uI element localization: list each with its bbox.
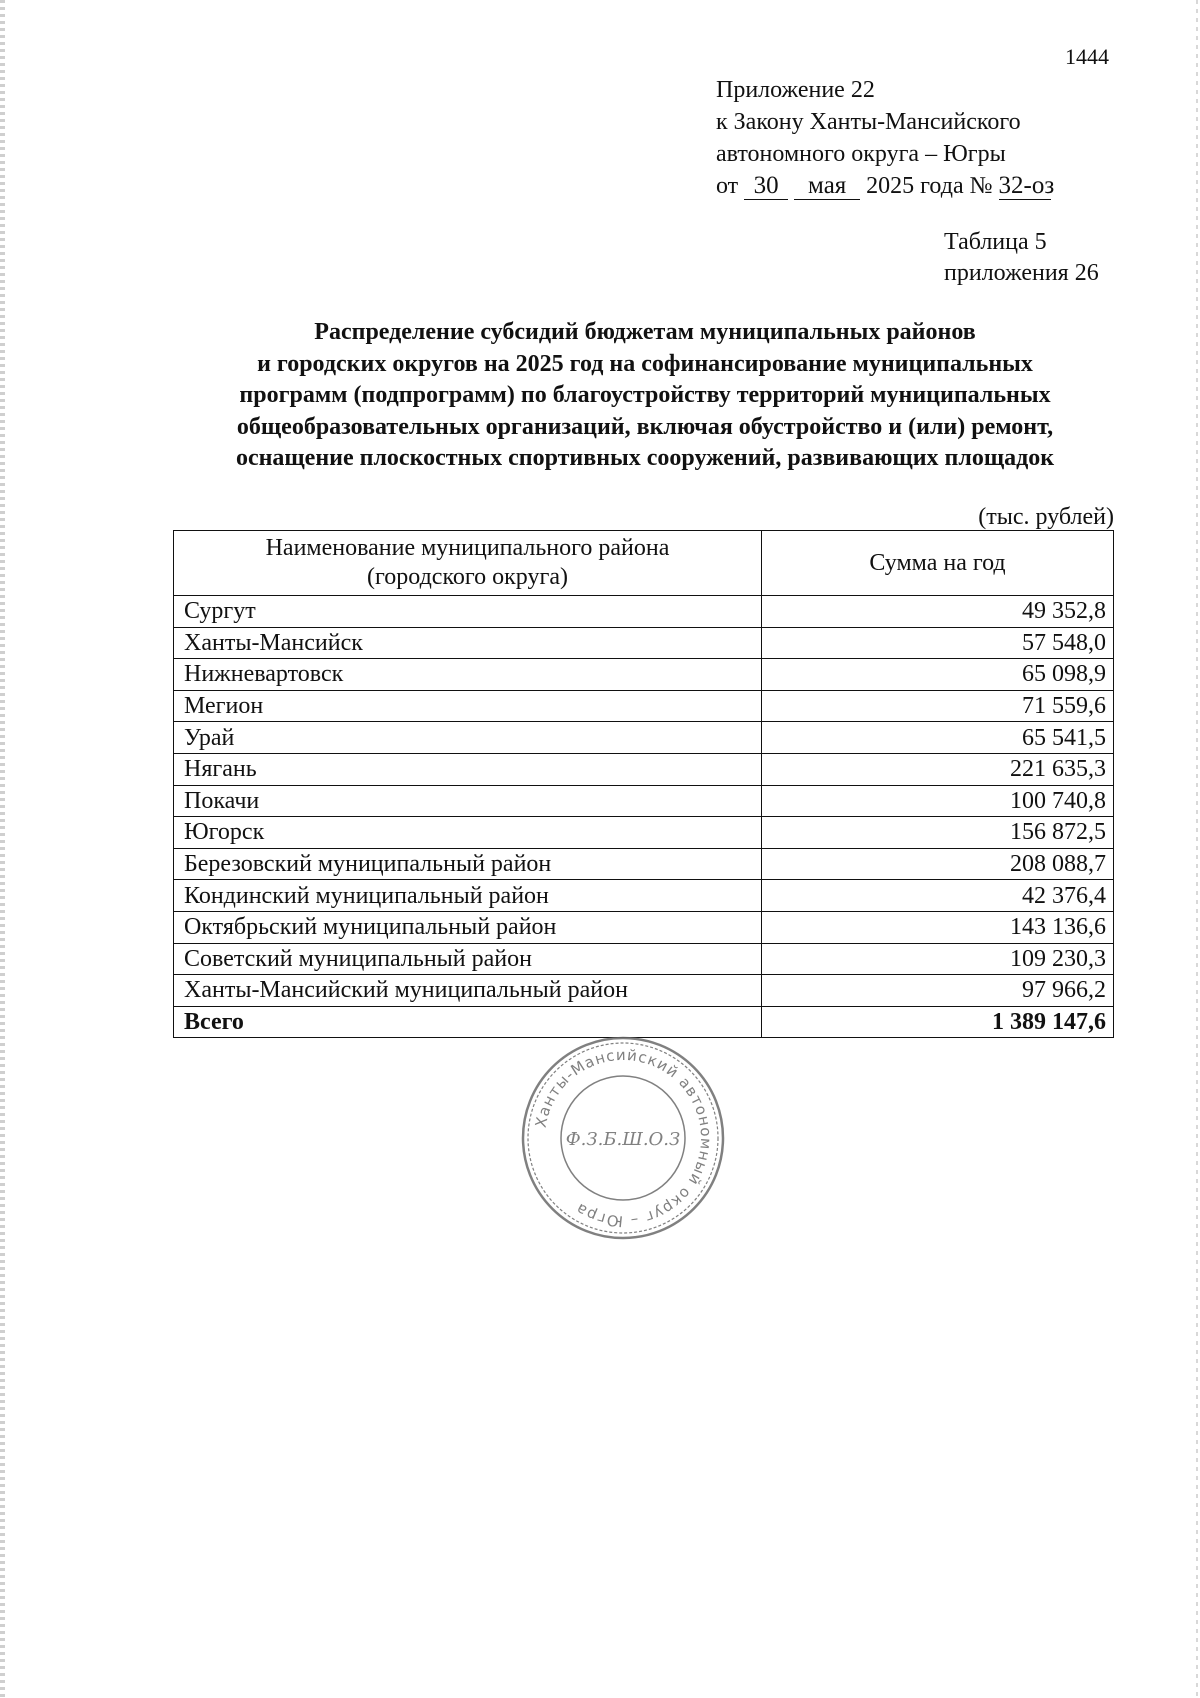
- date-month: мая: [794, 173, 860, 200]
- date-day: 30: [744, 173, 788, 200]
- header-name-line-2: (городского округа): [367, 564, 568, 590]
- header-name-line-1: Наименование муниципального района: [265, 535, 670, 561]
- row-name: Покачи: [174, 785, 762, 817]
- page-number: 1444: [1065, 44, 1109, 69]
- row-name: Советский муниципальный район: [174, 943, 762, 975]
- title-line-4: общеобразовательных организаций, включая обустройство и (или) ремонт,: [236, 413, 1054, 440]
- law-number: 32-оз: [998, 172, 1055, 199]
- table-reference: [944, 227, 1099, 289]
- appendix-line-2: к Закону Ханты-Мансийского: [716, 109, 1021, 135]
- row-name: Октябрьский муниципальный район: [174, 911, 762, 943]
- row-name: Мегион: [174, 690, 762, 722]
- table-row: [174, 911, 1114, 943]
- row-sum: 97 966,2: [762, 975, 1114, 1007]
- row-name: Урай: [174, 722, 762, 754]
- table-row: [174, 848, 1114, 880]
- row-sum: 57 548,0: [762, 627, 1114, 659]
- row-name: Сургут: [174, 596, 762, 628]
- row-sum: 100 740,8: [762, 785, 1114, 817]
- row-sum: 156 872,5: [762, 817, 1114, 849]
- row-sum: 109 230,3: [762, 943, 1114, 975]
- row-sum: 143 136,6: [762, 911, 1114, 943]
- row-name: Нижневартовск: [174, 659, 762, 691]
- table-row: [174, 596, 1114, 628]
- unit-label: (тыс. рублей): [978, 504, 1114, 530]
- table-row: [174, 753, 1114, 785]
- table-header-row: [174, 531, 1114, 596]
- scan-edge-right: [1196, 0, 1198, 1698]
- table-row: [174, 975, 1114, 1007]
- subsidy-table: [173, 530, 1114, 1038]
- table-row: [174, 627, 1114, 659]
- header-sum: Сумма на год: [762, 531, 1114, 596]
- row-name: Ханты-Мансийский муниципальный район: [174, 975, 762, 1007]
- title-line-5: оснащение плоскостных спортивных сооружений, развивающих площадок: [235, 445, 1055, 471]
- seal-center-text: Ф.З.Б.Ш.О.З: [565, 1129, 681, 1150]
- table-row: [174, 659, 1114, 691]
- table-row: [174, 943, 1114, 975]
- appendix-date-line: [716, 170, 1055, 202]
- table-row: [174, 880, 1114, 912]
- appendix-line-1: Приложение 22: [716, 77, 875, 103]
- total-label: Всего: [174, 1006, 762, 1038]
- appendix-header: [716, 74, 1055, 202]
- title-line-2: и городских округов на 2025 год на софинансирование муниципальных: [257, 350, 1033, 377]
- table-row: [174, 785, 1114, 817]
- row-name: Югорск: [174, 817, 762, 849]
- table-row: [174, 817, 1114, 849]
- table-ref-line-2: приложения 26: [944, 260, 1099, 286]
- row-sum: 42 376,4: [762, 880, 1114, 912]
- appendix-line-3: автономного округа – Югры: [716, 141, 1006, 167]
- row-sum: 65 541,5: [762, 722, 1114, 754]
- date-year: 2025 года №: [866, 173, 993, 199]
- row-sum: 71 559,6: [762, 690, 1114, 722]
- official-seal-stamp: [518, 1033, 728, 1243]
- table-ref-line-1: Таблица 5: [944, 229, 1047, 255]
- row-name: Ханты-Мансийск: [174, 627, 762, 659]
- table-row: [174, 722, 1114, 754]
- row-name: Кондинский муниципальный район: [174, 880, 762, 912]
- table-row: [174, 690, 1114, 722]
- total-sum: 1 389 147,6: [762, 1006, 1114, 1038]
- header-name: [174, 531, 762, 596]
- row-sum: 49 352,8: [762, 596, 1114, 628]
- row-name: Нягань: [174, 753, 762, 785]
- row-sum: 208 088,7: [762, 848, 1114, 880]
- title-line-1: Распределение субсидий бюджетам муниципальных районов: [314, 319, 976, 345]
- title-line-3: программ (подпрограмм) по благоустройству территорий муниципальных: [239, 382, 1051, 408]
- scan-edge-left: [0, 0, 5, 1698]
- row-sum: 221 635,3: [762, 753, 1114, 785]
- date-prefix: от: [716, 173, 739, 199]
- document-title: [175, 317, 1115, 475]
- row-name: Березовский муниципальный район: [174, 848, 762, 880]
- row-sum: 65 098,9: [762, 659, 1114, 691]
- seal-ring-textpath: Ханты-Мансийский автономный округ – Югра: [531, 1045, 716, 1231]
